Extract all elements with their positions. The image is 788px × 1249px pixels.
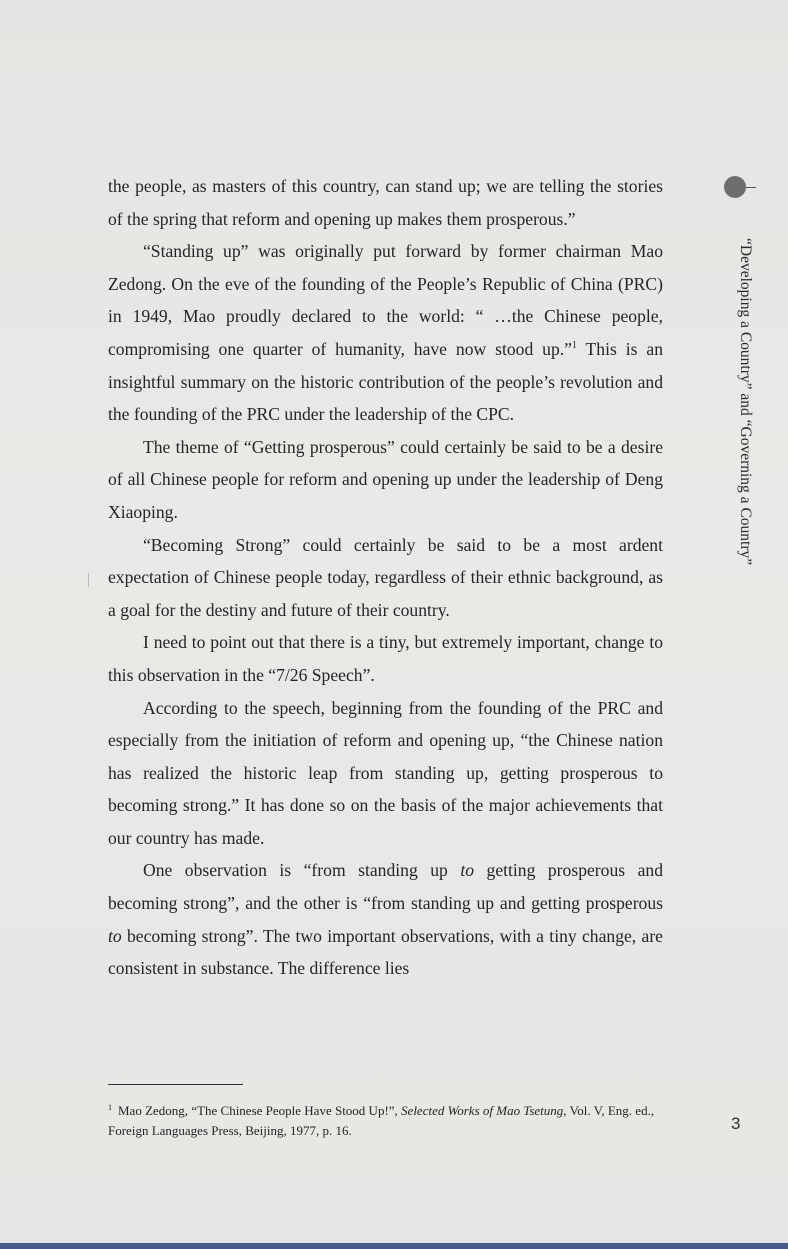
footnote bbox=[108, 1101, 668, 1141]
paragraph-4: “Becoming Strong” could certainly be said to be a most ardent expectation of Chinese people today, regardless of their ethnic background, as a goal for the destiny and future of their country. bbox=[108, 534, 663, 620]
footnote-book-title: Selected Works of Mao Tsetung bbox=[401, 1103, 564, 1118]
footnote-text: Mao Zedong, “The Chinese People Have Stood Up!”, bbox=[118, 1103, 402, 1118]
paragraph-7-part: One observation is “from standing up bbox=[143, 860, 461, 881]
paragraph-2-tail: This is an insightful summary on the historic contribution of the people’s revolution and the founding of the PRC under the leadership of the CPC. bbox=[108, 338, 663, 425]
paragraph-7-part: getting prosperous and becoming strong”, and the other is “from standing up and getting prosperous bbox=[108, 860, 663, 914]
emphasis-to: to bbox=[460, 860, 475, 881]
paragraph-7 bbox=[108, 854, 663, 984]
page-number: 3 bbox=[731, 1114, 741, 1133]
page-bottom-edge bbox=[0, 1243, 788, 1249]
footnote-marker: 1 bbox=[571, 339, 577, 351]
margin-mark bbox=[88, 573, 95, 587]
emphasis-to: to bbox=[108, 925, 122, 946]
paragraph-6: According to the speech, beginning from the founding of the PRC and especially from the initiation of reform and opening up, “the Chinese nation has realized the historic leap from standing up, getting prosperous to becoming strong.” It has done so on the basis of the major achievements that our country has made. bbox=[108, 697, 663, 848]
paragraph-3: The theme of “Getting prosperous” could certainly be said to be a desire of all Chinese people for reform and opening up under the leadership of Deng Xiaoping. bbox=[108, 436, 663, 522]
footnote-divider bbox=[108, 1084, 243, 1085]
paragraph-5: I need to point out that there is a tiny, but extremely important, change to this observation in the “7/26 Speech”. bbox=[108, 632, 663, 685]
paragraph-1: the people, as masters of this country, can stand up; we are telling the stories of the spring that reform and opening up makes them prosperous.” bbox=[108, 176, 663, 229]
chapter-marker-dot-icon bbox=[724, 176, 746, 198]
footnote-number: 1 bbox=[108, 1103, 112, 1112]
footnote-text-end: , Vol. V, Eng. ed., Foreign Languages Press, Beijing, 1977, p. 16. bbox=[108, 1103, 655, 1138]
paragraph-7-part: becoming strong”. The two important observations, with a tiny change, are consistent in substance. The difference lies bbox=[108, 925, 663, 979]
running-title: “Developing a Country” and “Governing a Country” bbox=[737, 238, 754, 566]
chapter-marker-line bbox=[746, 187, 756, 188]
paragraph-2-text: “Standing up” was originally put forward by former chairman Mao Zedong. On the eve of the founding of the People’s Republic of China (PRC) in 1949, Mao proudly declared to the world: “ …the Chinese people, compromising one quarter of humanity, have now stood up.” bbox=[108, 241, 663, 359]
body-text bbox=[108, 170, 663, 985]
